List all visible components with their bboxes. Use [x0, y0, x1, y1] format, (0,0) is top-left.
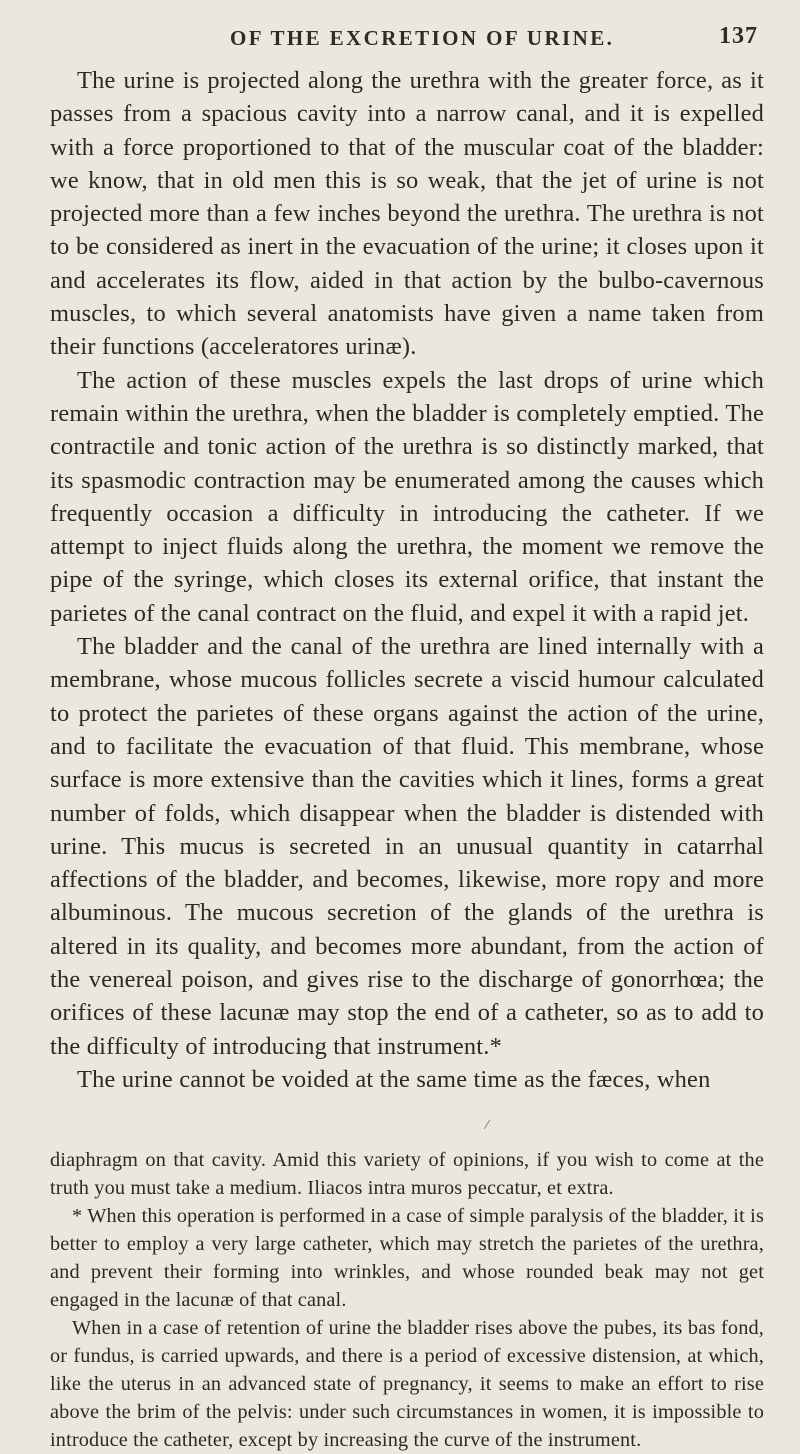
footnote-divider [50, 1096, 764, 1146]
running-head [50, 18, 764, 64]
running-title: OF THE EXCRETION OF URINE. [230, 26, 615, 50]
page-number: 137 [719, 23, 758, 49]
footnote-carryover: diaphragm on that cavity. Amid this variety of opinions, if you wish to come at the truth you must take a medium. Iliacos intra muros peccatur, et extra. [50, 1149, 764, 1200]
footnotes [50, 1146, 764, 1454]
main-text [50, 64, 764, 1096]
paragraph: The urine cannot be voided at the same time as the fæces, when [77, 1065, 711, 1093]
footnote: * When this operation is performed in a case of simple paralysis of the bladder, it is better to employ a very large catheter, which may stretch the parietes of the urethra, and prevent their forming into wrinkles, and whose rounded beak may not get engaged in the lacunæ of that canal. [50, 1205, 764, 1312]
printer-mark: ⁄ [486, 1118, 489, 1133]
paragraph: The urine is projected along the urethra with the greater force, as it passes from a spacious cavity into a narrow canal, and it is expelled with a force proportioned to that of the muscular coat of the bladder: we know, that in old men this is so weak, that the jet of urine is not projected more than a few inches beyond the urethra. The urethra is not to be considered as inert in the evacuation of the urine; it closes upon it and accelerates its flow, aided in that action by the bulbo-cavernous muscles, to which several anatomists have given a name taken from their functions (acceleratores urinæ). [50, 67, 764, 361]
paragraph: The action of these muscles expels the last drops of urine which remain within the urethra, when the bladder is completely emptied. The contractile and tonic action of the urethra is so distinctly marked, that its spasmodic contraction may be enumerated among the causes which frequently occasion a difficulty in introducing the catheter. If we attempt to inject fluids along the urethra, the moment we remove the pipe of the syringe, which closes its external orifice, that instant the parietes of the canal contract on the fluid, and expel it with a rapid jet. [50, 366, 764, 627]
paragraph: The bladder and the canal of the urethra are lined internally with a membrane, whose mucous follicles secrete a viscid humour calculated to protect the parietes of these organs against the action of the urine, and to facilitate the evacuation of that fluid. This membrane, whose surface is more extensive than the cavities which it lines, forms a great number of folds, which disappear when the bladder is distended with urine. This mucus is secreted in an unusual quantity in catarrhal affections of the bladder, and becomes, likewise, more ropy and more albuminous. The mucous secretion of the glands of the urethra is altered in its quality, and becomes more abundant, from the action of the venereal poison, and gives rise to the discharge of gonorrhœa; the orifices of these lacunæ may stop the end of a catheter, so as to add to the difficulty of introducing that instrument.* [50, 633, 764, 1060]
footnote: When in a case of retention of urine the bladder rises above the pubes, its bas fond, or fundus, is carried upwards, and there is a period of excessive distension, at which, like the uterus in an advanced state of pregnancy, it seems to make an effort to rise above the brim of the pelvis: under such circumstances in women, it is impossible to introduce the catheter, except by increasing the curve of the instrument. [50, 1317, 764, 1452]
